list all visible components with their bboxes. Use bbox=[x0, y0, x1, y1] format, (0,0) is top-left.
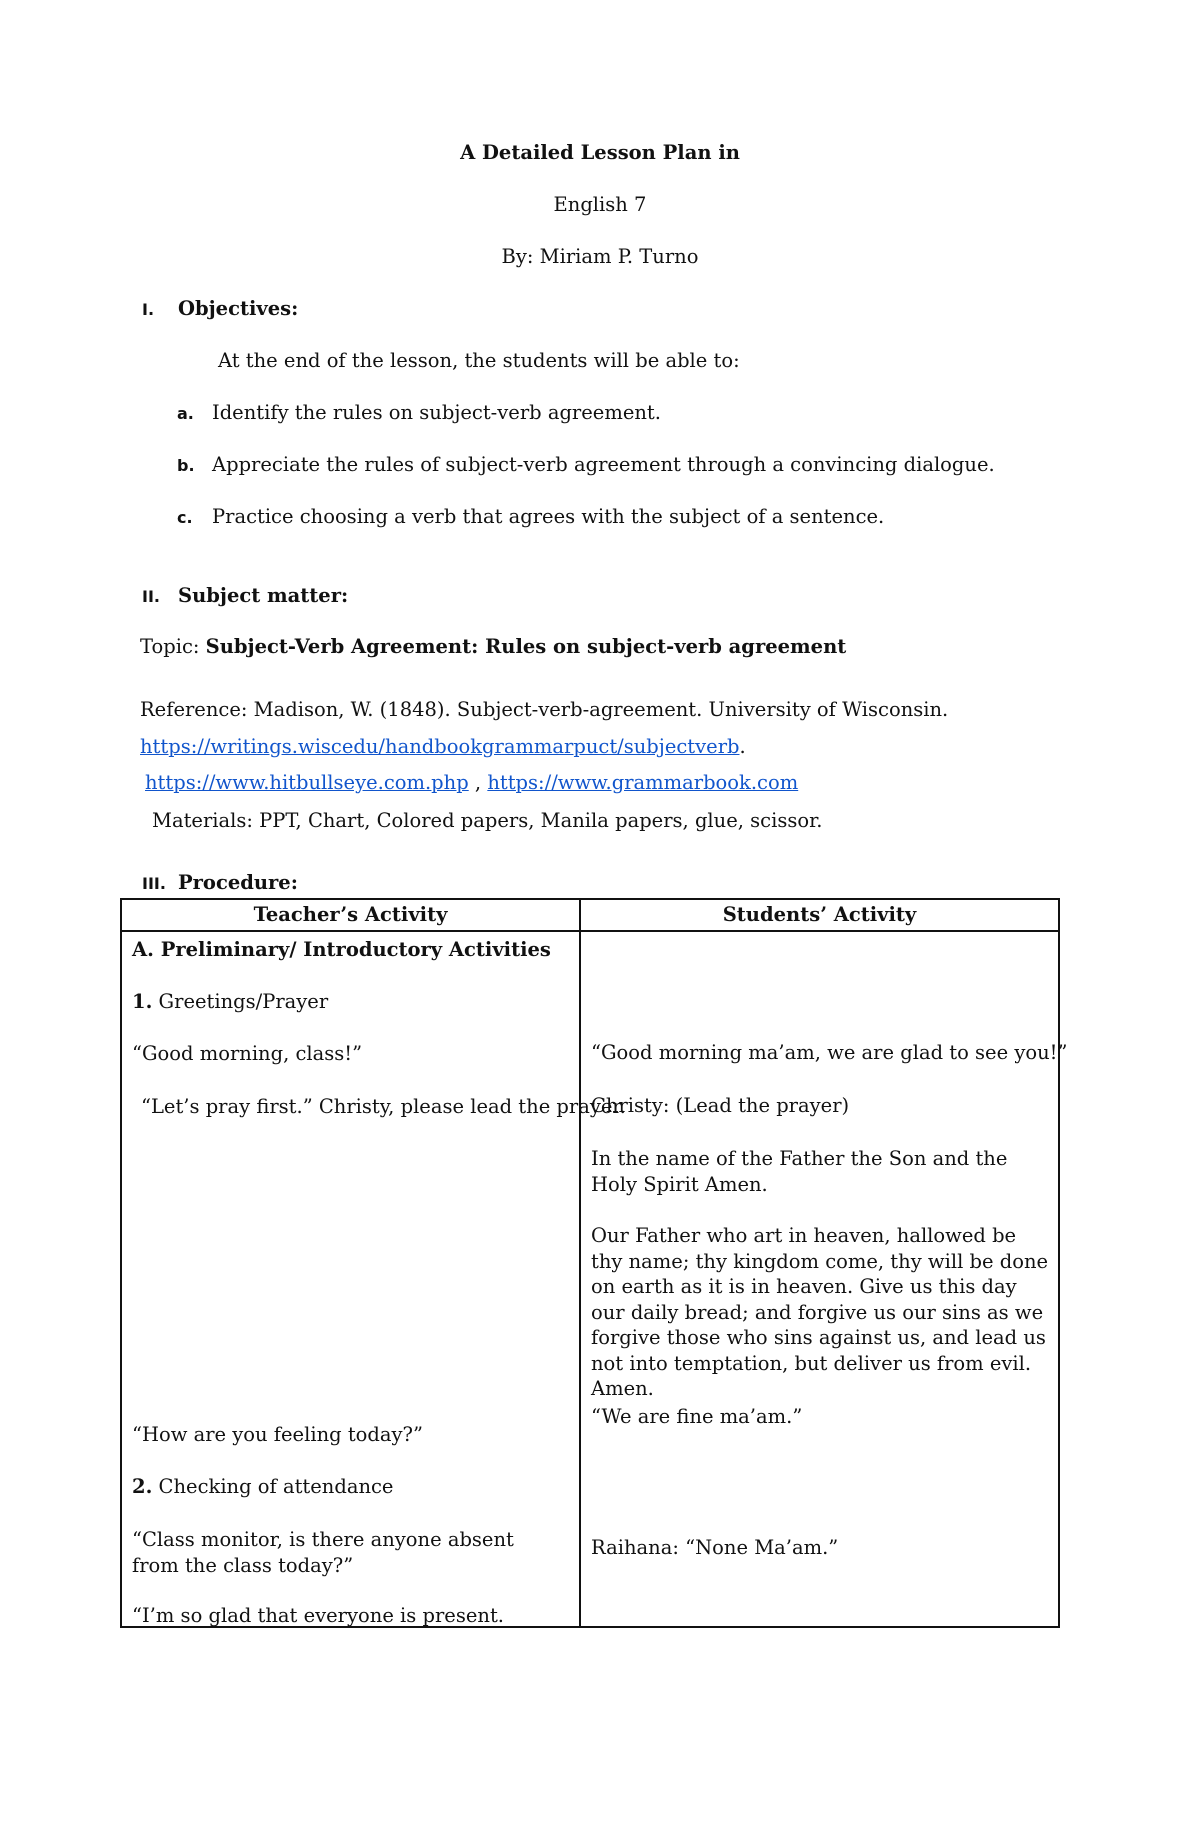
section-heading-procedure: Procedure: bbox=[178, 871, 298, 894]
students-raihana-response: Raihana: “None Ma’am.” bbox=[591, 1536, 839, 1559]
topic-label: Topic: bbox=[140, 635, 200, 658]
objective-text: Practice choosing a verb that agrees with the subject of a sentence. bbox=[212, 505, 885, 528]
teacher-activity-cell bbox=[121, 931, 626, 1627]
teacher-pray-instruction: “Let’s pray first.” Christy, please lead the prayer. bbox=[141, 1095, 626, 1118]
column-header-teacher: Teacher’s Activity bbox=[121, 899, 580, 931]
step-label: Greetings/Prayer bbox=[152, 990, 329, 1013]
objective-label: c. bbox=[177, 508, 193, 527]
section-numeral-objectives: I. bbox=[142, 300, 155, 319]
materials-text: Materials: PPT, Chart, Colored papers, Manila papers, glue, scissor. bbox=[152, 809, 823, 832]
students-sign-of-cross: In the name of the Father the Son and the Holy Spirit Amen. bbox=[591, 1147, 1008, 1196]
reference-link-line-1 bbox=[140, 735, 746, 758]
step-greetings bbox=[132, 990, 328, 1013]
students-our-father: Our Father who art in heaven, hallowed be thy name; thy kingdom come, thy will be done on earth as it is in heaven. Give us this day our daily bread; and forgive us our sins as we forgive those who sins against us, and lead us not into temptation, but deliver us from evil. Amen. bbox=[591, 1224, 1049, 1400]
reference-link-line-2 bbox=[145, 771, 798, 794]
teacher-greeting: “Good morning, class!” bbox=[132, 1042, 363, 1065]
activity-section-heading: A. Preliminary/ Introductory Activities bbox=[132, 938, 551, 961]
topic-line bbox=[140, 635, 846, 658]
document-subject: English 7 bbox=[553, 193, 647, 216]
link-separator: , bbox=[468, 771, 488, 794]
document-author: By: Miriam P. Turno bbox=[501, 245, 699, 268]
objective-label: a. bbox=[177, 404, 194, 423]
teacher-present-remark: “I’m so glad that everyone is present. bbox=[132, 1604, 504, 1627]
document-title: A Detailed Lesson Plan in bbox=[460, 141, 740, 164]
reference-link-wisc[interactable]: https://writings.wiscedu/handbookgrammarpuct/subjectverb bbox=[140, 735, 740, 758]
students-christy-prayer: Christy: (Lead the prayer) bbox=[591, 1094, 850, 1117]
procedure-table bbox=[120, 898, 1068, 1628]
section-heading-subject-matter: Subject matter: bbox=[178, 584, 349, 607]
students-greeting: “Good morning ma’am, we are glad to see you!” bbox=[591, 1041, 1068, 1064]
step-attendance bbox=[132, 1475, 393, 1498]
step-number: 2. bbox=[132, 1475, 153, 1498]
objective-label: b. bbox=[177, 456, 195, 475]
students-activity-cell bbox=[580, 931, 1068, 1627]
reference-link-hitbullseye[interactable]: https://www.hitbullseye.com.php bbox=[145, 771, 469, 794]
step-label: Checking of attendance bbox=[152, 1475, 394, 1498]
section-numeral-procedure: III. bbox=[142, 874, 166, 893]
objectives-intro: At the end of the lesson, the students will be able to: bbox=[218, 349, 740, 372]
teacher-feeling-question: “How are you feeling today?” bbox=[132, 1423, 423, 1446]
section-numeral-subject-matter: II. bbox=[142, 587, 160, 606]
objective-text: Appreciate the rules of subject-verb agreement through a convincing dialogue. bbox=[212, 453, 995, 476]
reference-link-grammarbook[interactable]: https://www.grammarbook.com bbox=[487, 771, 799, 794]
column-header-students: Students’ Activity bbox=[580, 899, 1059, 931]
reference-text: Reference: Madison, W. (1848). Subject-verb-agreement. University of Wisconsin. bbox=[140, 698, 949, 721]
objective-text: Identify the rules on subject-verb agreement. bbox=[212, 401, 661, 424]
step-number: 1. bbox=[132, 990, 153, 1013]
students-fine-response: “We are fine ma’am.” bbox=[591, 1405, 803, 1428]
section-heading-objectives: Objectives: bbox=[178, 297, 299, 320]
teacher-absent-question: “Class monitor, is there anyone absent from the class today?” bbox=[132, 1528, 514, 1577]
link-suffix: . bbox=[739, 735, 746, 758]
topic-text: Subject-Verb Agreement: Rules on subject-verb agreement bbox=[205, 635, 847, 658]
